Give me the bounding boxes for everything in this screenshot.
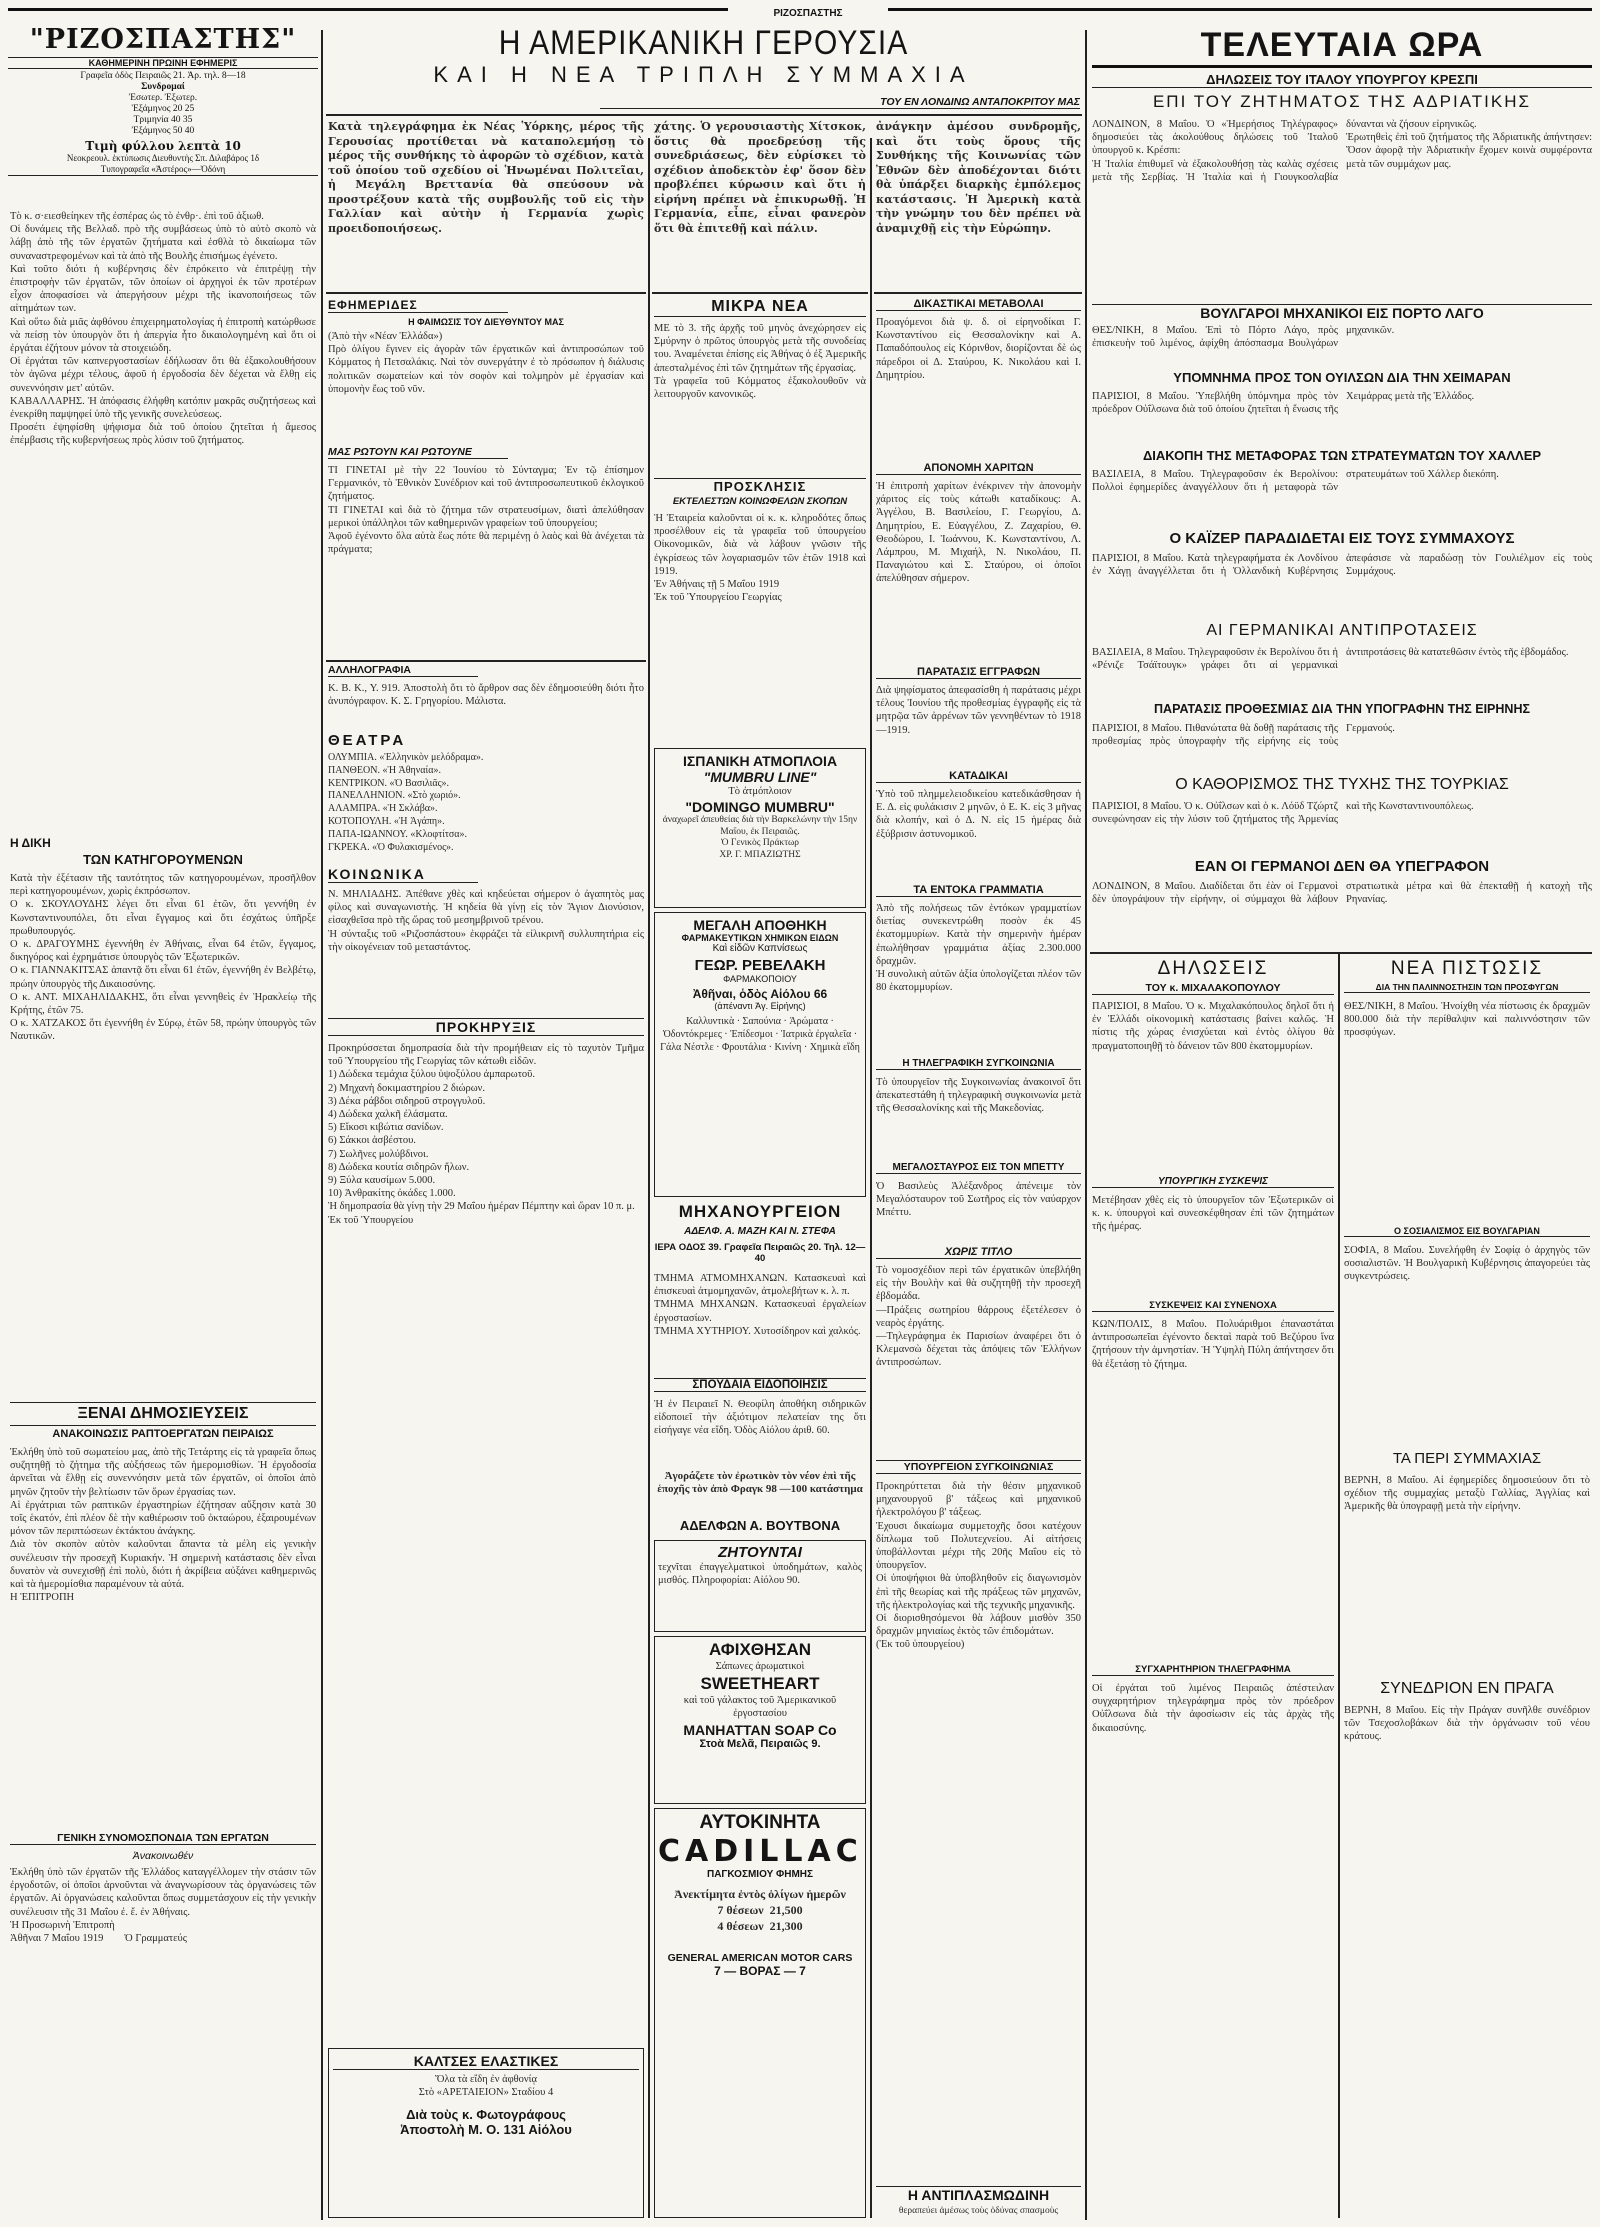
ad-box	[328, 2048, 644, 2218]
ad-text: Σάπωνες ἀρωματικοὶ	[715, 1661, 805, 1672]
section-heading: ΔΗΛΩΣΕΙΣ	[1157, 958, 1269, 979]
ad-title: ΙΣΠΑΝΙΚΗ ΑΤΜΟΠΛΟΙΑ	[682, 753, 838, 769]
info-line: Νεοκρεουλ. ἐκτύπωσις Διευθυντὴς Σπ. Διλαβάρος 1δ	[66, 153, 260, 163]
ad-text: Καλλυντικὰ · Σαπούνια · Ἀρώματα · Ὀδοντόκρεμες · Ἐπίδεσμοι · Ἰατρικὰ ἐργαλεῖα · Γάλα Νέστλε · Φρουτάλια · Κινίνη · Χημικὰ εἴδη	[660, 1016, 860, 1054]
section-heading: ΤΑ ΠΕΡΙ ΣΥΜΜΑΧΙΑΣ	[1392, 1450, 1542, 1467]
last-hour-banner: ΤΕΛΕΥΤΑΙΑ ΩΡΑ	[1092, 26, 1592, 68]
article-text: Κατὰ τὴν ἐξέτασιν τῆς ταυτότητος τῶν κατηγορουμένων, προσῆλθον περὶ κατηγορουμένων, χωρὶς ἐκπρόσωπον. Ο κ. ΣΚΟΥΛΟΥΔΗΣ λέγει ὅτι εἶναι 61 ἐτῶν, ὅτι γεννήθη ἐν Κωνσταντινουπόλει, ὅτι εἶναι ἔγγαμος καὶ ὅτι ἐσχάτως ὑπῆρξε πρωθυπουργός. Ο κ. ΔΡΑΓΟΥΜΗΣ ἐγεννήθη ἐν Ἀθήναις, εἶναι 64 ἐτῶν, ἔγγαμος, δικηγόρος καὶ ἐχρημάτισε ὑπουργὸς τῶν Ἐξωτερικῶν. Ο κ. ΓΙΑΝΝΑΚΙΤΣΑΣ ἀπαντᾷ ὅτι εἶναι 61 ἐτῶν, ἐγεννήθη ἐν Βελβέτῳ, πρώην ὑπουργὸς τῆς Δικαιοσύνης. Ο κ. ΑΝΤ. ΜΙΧΑΗΛΙΔΑΚΗΣ, ὅτι εἶναι γεννηθεὶς ἐν Ἡρακλείῳ τῆς Κρήτης, ἐτῶν 75. Ο κ. ΧΑΤΖΑΚΟΣ ὅτι ἐγεννήθη ἐν Σύρῳ, ἐτῶν 58, πρώην ὑπουργὸς τῶν Ναυτικῶν.	[10, 873, 316, 1043]
article-text: ΠΑΡΙΣΙΟΙ, 8 Μαΐου. Κατὰ τηλεγραφήματα ἐκ Λονδίνου ἐν Χάγῃ ἀναγγέλλεται ὅτι ἡ Ὁλλανδικὴ Κυβέρνησις ἀπεφάσισε νὰ παραδώσῃ τὸν Γουλιέλμον εἰς τοὺς Συμμάχους.	[1092, 553, 1595, 578]
divider	[1090, 952, 1592, 954]
ad-subtitle: ΦΑΡΜΑΚΟΠΟΙΟΥ	[723, 974, 797, 984]
ad-box-cadillac	[654, 1808, 866, 2218]
article-text: ΒΑΣΙΛΕΙΑ, 8 Μαΐου. Τηλεγραφοῦσιν ἐκ Βερολίνου ὅτι ἡ «Ρένιζε Τσάϊτουγκ» γράφει ὅτι αἱ γερμανικαὶ ἀντιπροτάσεις θὰ κατατεθῶσιν ἐντὸς τῆς ἑβδομάδος.	[1092, 647, 1569, 672]
section-heading: ΣΥΣΚΕΨΕΙΣ ΚΑΙ ΣΥΝΕΝΟΧΑ	[1092, 1300, 1334, 1312]
price: Τιμὴ φύλλου λεπτὰ 10	[85, 139, 241, 153]
info-line: Συνδρομαί	[141, 82, 185, 92]
article-text: ΣΟΦΙΑ, 8 Μαΐου. Συνελήφθη ἐν Σοφίᾳ ὁ ἀρχηγὸς τῶν σοσιαλιστῶν. Ἡ Βουλγαρικὴ Κυβέρνησις ἀπαγορεύει τὰς συγκεντρώσεις.	[1344, 1245, 1593, 1283]
section-heading: ΠΡΟΚΗΡΥΞΙΣ	[328, 1018, 644, 1036]
section-heading: ΤΑ ΕΝΤΟΚΑ ΓΡΑΜΜΑΤΙΑ	[876, 884, 1081, 897]
column-rule	[648, 138, 650, 2218]
article-text: Ἐκλήθη ὑπὸ τῶν ἐργατῶν τῆς Ἑλλάδος καταγγέλλομεν τὴν στάσιν τῶν ἐργοδοτῶν, οἱ ὁποῖοι ἀρνοῦνται νὰ ἀναγνωρίσουν τὰς ὀργανώσεις τῶν ἐργατῶν. Αἱ ὀργανώσεις καλοῦνται ὅπως συμμετάσχουν εἰς τὴν γενικὴν συνέλευσιν τῆς 31 Μαΐου ἐ. ἔ. ἐν Ἀθήναις. Ἡ Προσωρινὴ Ἐπιτροπὴ Ἀθῆναι 7 Μαΐου 1919 Ὁ Γραμματεύς	[10, 1867, 316, 1945]
section-heading: ΤΩΝ ΚΑΤΗΓΟΡΟΥΜΕΝΩΝ	[83, 852, 243, 867]
section-heading: Η ΤΗΛΕΓΡΑΦΙΚΗ ΣΥΓΚΟΙΝΩΝΙΑ	[876, 1058, 1081, 1070]
ad-box-spanish-line	[654, 748, 866, 908]
section-heading: ΜΕΓΑΛΟΣΤΑΥΡΟΣ ΕΙΣ ΤΟΝ ΜΠΕΤΤΥ	[876, 1162, 1081, 1174]
article-text: ΒΑΣΙΛΕΙΑ, 8 Μαΐου. Τηλεγραφοῦσιν ἐκ Βερολίνου: Πολλοὶ ἐφημερίδες ἀναγγέλλουν ὅτι ἡ μεταφορὰ τῶν στρατευμάτων τοῦ Χάλλερ διεκόπη.	[1092, 469, 1499, 494]
lead-text: χάτης. Ὁ γερουσιαστὴς Χίτσκοκ, ὅστις θὰ προεδρεύσῃ τῆς συνεδριάσεως, δὲν εὑρίσκει τὸ σχέδιον ἀποδεκτὸν ἐφ' ὅσον δὲν προβλέπει κύρωσιν καὶ ὅτι ἡ εἰρήνη πρέπει νὰ ἐπικυρωθῇ. Ἡ Γερμανία, εἶπε, εἶναι φανερὸν ὅτι θὰ ἐπιτεθῇ καὶ πάλιν.	[654, 120, 870, 235]
divider	[326, 292, 646, 294]
ad-text: ἀναχωρεῖ ἀπευθείας διὰ τὴν Βαρκελώνην τὴν 15ην Μαΐου, ἐκ Πειραιῶς. Ὁ Γενικὸς Πράκτωρ ΧΡ. Γ. ΜΠΑΖΙΩΤΗΣ	[662, 815, 858, 860]
article-text: Οἱ ἐργάται τοῦ λιμένος Πειραιῶς ἀπέστειλαν συγχαρητήριον τηλεγράφημα πρὸς τὸν πρόεδρον Οὐΐλσωνα διὰ τὴν ἀφοσίωσιν εἰς τὰς ἀρχὰς τῆς δικαιοσύνης.	[1092, 1683, 1337, 1734]
ad-title: ΑΦΙΧΘΗΣΑΝ	[708, 1640, 812, 1659]
ad-address: 7 — ΒΟΡΑΣ — 7	[714, 1964, 806, 1978]
article-text: ΚΩΝ/ΠΟΛΙΣ, 8 Μαΐου. Πολυάριθμοι ἐπαναστάται ἀντιπροσωπεῖαι ἐγένοντο δεκταὶ παρὰ τοῦ Βεζύρου ἵνα ζητήσουν τὴν ἀμνηστίαν. Ἡ Ὑψηλὴ Πύλη ἀπήντησεν ὅτι θὰ ἐξετάσῃ τὸ ζήτημα.	[1092, 1319, 1337, 1370]
section-heading: ΞΕΝΑΙ ΔΗΜΟΣΙΕΥΣΕΙΣ	[10, 1402, 316, 1426]
ad-title: ΑΔΕΛΦΩΝ Α. ΒΟΥΤΒΟΝΑ	[679, 1518, 841, 1533]
info-line: Τυπογραφεῖα «Ἀστέρος»—Ὀδόνη	[100, 164, 226, 174]
info-line: Γραφεῖα ὁδὸς Πειραιῶς 21. Ἀρ. τηλ. 8—18	[80, 71, 246, 81]
section-heading: ΚΑΤΑΔΙΚΑΙ	[876, 770, 1081, 783]
article-text: Ὁ Βασιλεὺς Ἀλέξανδρος ἀπένειμε τὸν Μεγαλόσταυρον τοῦ Σωτῆρος εἰς τὸν ναύαρχον Μπέττυ.	[876, 1181, 1084, 1219]
column-rule	[321, 30, 323, 2220]
info-line: Ἐξάμηνος 50 40	[131, 126, 195, 136]
article-text: ΘΕΣ/ΝΙΚΗ, 8 Μαΐου. Ἐπὶ τὸ Πόρτο Λάγο, πρὸς ἐπισκευὴν τοῦ λιμένος, ἀφίχθη ἀπόσπασμα Βουλγάρων μηχανικῶν.	[1092, 325, 1395, 350]
article-text: Ἡ Ἑταιρεία καλοῦνται οἱ κ. κ. κληροδότες ὅπως προσέλθουν εἰς τὰ γραφεῖα τοῦ ὑπουργείου Οἰκονομικῶν, διὰ νὰ λάβουν γνῶσιν τῆς ἐγκρίσεως τῶν λογαριασμῶν τῶν ἐτῶν 1918 καὶ 1919. Ἐν Ἀθήναις τῇ 5 Μαΐου 1919 Ἐκ τοῦ Ὑπουργείου Γεωργίας	[654, 513, 866, 604]
info-line: Τριμηνία 40 35	[133, 115, 193, 125]
article-text: ΜΕ τὸ 3. τῆς ἀρχῆς τοῦ μηνὸς ἀνεχώρησεν εἰς Σμύρνην ὁ πρῶτος ὑπουργὸς μετὰ τῆς συνοδείας του. Ἀναμένεται ἐπίσης εἰς Ἀθήνας ὁ ἐξ Ἀμερικῆς ἀπεσταλμένος ἐπὶ τῶν ζητημάτων τῆς ἐργασίας. Τὰ γραφεῖα τοῦ Κόμματος ἐξακολουθοῦν νὰ λειτουργοῦν κανονικῶς.	[654, 323, 866, 401]
article-text: ΠΑΡΙΣΙΟΙ, 8 Μαΐου. Ὑπεβλήθη ὑπόμνημα πρὸς τὸν πρόεδρον Οὐΐλσωνα διὰ τοῦ ὁποίου ζητεῖται ἡ ἕνωσις τῆς Χειμάρρας μετὰ τῆς Ἑλλάδος.	[1092, 391, 1475, 416]
article-text: Προκηρύττεται διὰ τὴν θέσιν μηχανικοῦ μηχανουργοῦ β' τάξεως καὶ μηχανικοῦ ἠλεκτρολόγου β' τάξεως. Ἐχουσι δικαίωμα συμμετοχῆς ὅσοι κατέχουν δίπλωμα τοῦ Πολυτεχνείου. Αἱ αἰτήσεις ὑποβάλλονται μέχρι τῆς 20ῆς Μαΐου εἰς τὸ ὑπουργεῖον. Οἱ ὑποψήφιοι θὰ ὑποβληθοῦν εἰς διαγωνισμὸν ἐπὶ τῆς θεωρίας καὶ τῆς πράξεως τῶν μηχανῶν, τῆς ἠλεκτρολογίας καὶ τῆς τεχνικῆς μηχανικῆς. Οἱ διορισθησόμενοι θὰ λάβουν μισθὸν 350 δραχμῶν μηνιαίως ἐκτὸς τῶν ἐπιδομάτων. (Ἐκ τοῦ ὑπουργείου)	[876, 1481, 1081, 1651]
section-heading: ΠΡΟΣΚΛΗΣΙΣ	[654, 478, 866, 494]
lead-text: Κατὰ τηλεγράφημα ἐκ Νέας Ὑόρκης, μέρος τῆς Γερουσίας προτίθεται νὰ καταπολεμήσῃ τὸ μέρος τῆς συνθήκης τὸ ἀφορῶν τὸ σχέδιον, κατὰ τοῦ ὁποίου τοῦ σχεδίου οἱ Ἡνωμέναι Πολιτεῖαι, ἡ Μεγάλη Βρεττανία θὰ σπεύσουν νὰ προστρέξουν κατὰ τῆς συμβουλῆς τοῦ εἰς τὴν Γαλλίαν καὶ αὐτὴν ἡ Γερμανία χωρὶς προειδοποιήσεως.	[328, 120, 648, 235]
divider	[874, 292, 1082, 294]
article-text: ΛΟΝΔΙΝΟΝ, 8 Μαΐου. Ὁ «Ἡμερήσιος Τηλέγραφος» δημοσιεύει τὰς ἀκολούθους δηλώσεις τοῦ Ἰταλοῦ ὑπουργοῦ κ. Κρέσπι: Ἡ Ἰταλία ἐπιθυμεῖ νὰ ἐξακολουθήσῃ τὰς καλὰς σχέσεις μετὰ τῆς Σερβίας. Ἡ Ἰταλία καὶ ἡ Γιουγκοσλαβία δύνανται νὰ ζήσουν εἰρηνικῶς. Ἐρωτηθεὶς ἐπὶ τοῦ ζητήματος τῆς Ἀδριατικῆς ἀπήντησεν: Ὅσον ἀφορᾷ τὴν Ἀδριατικὴν ἔχομεν κοινὰ συμφέροντα μετὰ τῶν συμμάχων μας.	[1092, 119, 1592, 183]
article-text: ΟΛΥΜΠΙΑ. «Ἑλληνικὸν μελόδραμα». ΠΑΝΘΕΟΝ. «Ἡ Ἀθηναία». ΚΕΝΤΡΙΚΟΝ. «Ὁ Βασιλιᾶς». ΠΑΝΕΛΛΗΝΙΟΝ. «Στὸ χωριό». ΑΛΑΜΠΡΑ. «Ἡ Σκλάβα». ΚΟΤΟΠΟΥΛΗ. «Ἡ Ἀγάπη». ΠΑΠΑ-ΙΩΑΝΝΟΥ. «Κλοφτίτσα». ΓΚΡΕΚΑ. «Ὁ Φυλακισμένος».	[328, 752, 484, 853]
section-heading: ΔΗΛΩΣΕΙΣ ΤΟΥ ΙΤΑΛΟΥ ΥΠΟΥΡΓΟΥ ΚΡΕΣΠΙ	[1092, 72, 1592, 88]
masthead-strip	[8, 8, 1592, 23]
column-rule	[1338, 952, 1340, 2218]
ad-title: ΦΑΡΜΑΚΕΥΤΙΚΩΝ ΧΗΜΙΚΩΝ ΕΙΔΩΝ	[681, 933, 839, 943]
nameplate-lines	[8, 153, 318, 176]
article-text: Τὸ κ. σ·ειεσθείηκεν τῆς ἐσπέρας ὡς τὸ ἐνθρ·. ἐπὶ τοῦ ἀξιωθ. Οἱ δυνάμεις τῆς Βελλαδ. πρὸ τῆς συμβάσεως ὑπὸ τὸ αὐτὸ σκοπὸ νὰ λάβῃ ἀπὸ τῆς τῶν ἐργατῶν ζητήματα καὶ ἐσθλὰ τὸ δικαίωμα τῶν συναναστρεφομένων καὶ τὰ ἀπὸ τῆς Βουλῆς ἐπισήμως ἐγένετο. Καὶ τοῦτο διότι ἡ κυβέρνησις δὲν ἐπρόκειτο νὰ ἐπιτρέψῃ τὴν ἐπιστροφὴν τῶν ἐργατῶν, τῶν ὁποίων οἱ ἀρχηγοὶ ἐκ τῶν προτέρων εἶχον ἀποφασίσει νὰ ἀπεργήσουν μέχρι τῆς ἱκανοποιήσεως τῶν αἰτημάτων των. Καὶ οὕτω διὰ μιᾶς ἀφθόνου ἐπιχειρηματολογίας ἡ ἐπιτροπὴ κατώρθωσε νὰ πείσῃ τὸν ὑπουργὸν ὅτι ἡ ἀπεργία ἦτο δικαιολογημένη καὶ ὅτι οἱ ἐργάται ἐζήτουν μόνον τὰ στοιχειώδη. Οἱ ἐργάται τῶν καπνεργοστασίων ἐδήλωσαν ὅτι θὰ ἐξακολουθήσουν τὸν ἀγῶνα μέχρι τέλους, ἀφοῦ ἡ ἐργοδοσία δὲν δέχεται νὰ ἔλθῃ εἰς συνεννόησιν μετ' αὐτῶν. ΚΑΒΑΛΛΑΡΗΣ. Ἡ ἀπόφασις ἐλήφθη κατόπιν μακρᾶς συζητήσεως καὶ ἐνεκρίθη παμψηφεί ὑπὸ τῆς γενικῆς συνελεύσεως. Προσέτι ἐψηφίσθη ψήφισμα διὰ τοῦ ὁποίου ζητεῖται ἡ ἄμεσος ἐπέμβασις τῆς κυβερνήσεως πρὸς λύσιν τοῦ ζητήματος.	[10, 211, 316, 447]
section-subheading: ΤΟΥ κ. ΜΙΧΑΛΑΚΟΠΟΥΛΟΥ	[1092, 982, 1334, 995]
section-subheading: ΔΙΑ ΤΗΝ ΠΑΛΙΝΝΟΣΤΗΣΙΝ ΤΩΝ ΠΡΟΣΦΥΓΩΝ	[1344, 982, 1590, 993]
ad-address: (ἀπέναντι Ἁγ. Εἰρήνης)	[714, 1001, 806, 1011]
article-text: Μετέβησαν χθὲς εἰς τὸ ὑπουργεῖον τῶν Ἐξωτερικῶν οἱ κ. κ. ὑπουργοὶ καὶ συνεσκέφθησαν ἐπὶ τῶν ζητημάτων τῆς ἡμέρας.	[1092, 1195, 1337, 1233]
ad-text: τεχνῖται ἐπαγγελματικοὶ ὑποδημάτων, καλὸς μισθός. Πληροφορίαι: Αἰόλου 90.	[658, 1562, 865, 1587]
section-subheading: Ἀνακοινωθέν	[132, 1850, 194, 1862]
section-heading: ΘΕΑΤΡΑ	[328, 732, 407, 749]
section-heading: ΔΙΑΚΟΠΗ ΤΗΣ ΜΕΤΑΦΟΡΑΣ ΤΩΝ ΣΤΡΑΤΕΥΜΑΤΩΝ ΤΟΥ ΧΑΛΛΕΡ	[1142, 448, 1542, 463]
divider	[326, 660, 646, 662]
ad-text: Ἀγοράζετε τὸν ἐρωτικὸν τὸν νέον ἐπὶ τῆς ἑποχῆς τὸν ἀπὸ Φραγκ 98 —100 κατάστημα	[657, 1470, 863, 1496]
section-heading: ΣΥΝΕΔΡΙΟΝ ΕΝ ΠΡΑΓΑ	[1380, 1680, 1554, 1697]
section-heading: ΕΦΗΜΕΡΙΔΕΣ	[328, 298, 508, 313]
article-text: Τὸ νομοσχέδιον περὶ τῶν ἐργατικῶν ὑπεβλήθη εἰς τὴν Βουλὴν καὶ θὰ συζητηθῇ τὴν προσεχῆ ἑβδομάδα. —Πράξεις σωτηρίου θάρρους ἐξετέλεσεν ὁ νεαρὸς ἐργάτης. —Τηλεγράφημα ἐκ Παρισίων ἀναφέρει ὅτι ὁ Κλεμανσὼ δέχεται τὰς ἀπόψεις τῶν Ἑλλήνων ἀντιπροσώπων.	[876, 1265, 1081, 1369]
ad-text: Ὅλα τὰ εἴδη ἐν ἀφθονίᾳ Στὸ «ΑΡΕΤΑΙΕΙΟΝ» Σταδίου 4	[418, 2074, 554, 2099]
article-text: Τὸ ὑπουργεῖον τῆς Συγκοινωνίας ἀνακοινοῖ ὅτι ἀπεκατεστάθη ἡ τηλεγραφικὴ συγκοινωνία μετὰ τῆς Θεσσαλονίκης καὶ τῆς Μακεδονίας.	[876, 1077, 1084, 1115]
article-text: ΠΑΡΙΣΙΟΙ, 8 Μαΐου. Ὁ κ. Μιχαλακόπουλος δηλοῖ ὅτι ἡ ἐν Ἑλλάδι οἰκονομικὴ κατάστασις βαίνει καλῶς. Ἡ πίστις τῆς χώρας ἐνισχύεται καὶ ἐντὸς ὀλίγου θὰ πραγματοποιηθῇ τὸ δάνειον τῶν 800 ἑκατομμυρίων.	[1092, 1001, 1337, 1052]
section-heading: ΕΑΝ ΟΙ ΓΕΡΜΑΝΟΙ ΔΕΝ ΘΑ ΥΠΕΓΡΑΦΟΝ	[1194, 858, 1490, 875]
ad-title: ΓΕΩΡ. ΡΕΒΕΛΑΚΗ	[694, 957, 826, 974]
section-heading: ΑΠΟΝΟΜΗ ΧΑΡΙΤΩΝ	[876, 462, 1081, 475]
section-heading: ΝΕΑ ΠΙΣΤΩΣΙΣ	[1390, 958, 1544, 979]
nameplate-info	[8, 71, 318, 137]
article-text: Διὰ ψηφίσματος ἀπεφασίσθη ἡ παράτασις μέχρι τέλους Ἰουνίου τῆς προθεσμίας ἐγγραφῆς εἰς τὰ μητρῷα τῶν ἀρρένων τῶν γεννηθέντων τὸ 1918—1919.	[876, 685, 1084, 736]
section-heading: ΜΙΚΡΑ ΝΕΑ	[654, 298, 866, 317]
article-text: ΤΜΗΜΑ ΑΤΜΟΜΗΧΑΝΩΝ. Κατασκευαὶ καὶ ἐπισκευαὶ ἀτμομηχανῶν, ἀτμολεβήτων κ. λ. π. ΤΜΗΜΑ ΜΗΧΑΝΩΝ. Κατασκευαὶ ἐργαλείων ἐργοστασίων. ΤΜΗΜΑ ΧΥΤΗΡΙΟΥ. Χυτοσίδηρον καὶ χαλκός.	[654, 1273, 866, 1337]
section-heading: ΔΙΚΑΣΤΙΚΑΙ ΜΕΤΑΒΟΛΑΙ	[876, 298, 1081, 311]
ad-text: θεραπεύει ἀμέσως τοὺς ὀδύνας σπασμοὺς	[898, 2206, 1059, 2216]
section-heading: ΠΑΡΑΤΑΣΙΣ ΠΡΟΘΕΣΜΙΑΣ ΔΙΑ ΤΗΝ ΥΠΟΓΡΑΦΗΝ ΤΗΣ ΕΙΡΗΝΗΣ	[1154, 702, 1530, 716]
ad-subtitle: ΠΑΓΚΟΣΜΙΟΥ ΦΗΜΗΣ	[706, 1869, 814, 1880]
section-heading: ΕΠΙ ΤΟΥ ΖΗΤΗΜΑΤΟΣ ΤΗΣ ΑΔΡΙΑΤΙΚΗΣ	[1152, 92, 1532, 111]
ad-subtitle: Καὶ εἰδῶν Καπνίσεως	[712, 943, 808, 954]
ad-title: ΜΕΓΑΛΗ ΑΠΟΘΗΚΗ	[693, 917, 827, 933]
nameplate-title: "ΡΙΖΟΣΠΑΣΤΗΣ"	[29, 24, 297, 55]
section-heading: ΜΑΣ ΡΩΤΟΥΝ ΚΑΙ ΡΩΤΟΥΝΕ	[328, 446, 508, 459]
section-heading: ΒΟΥΛΓΑΡΟΙ ΜΗΧΑΝΙΚΟΙ ΕΙΣ ΠΟΡΤΟ ΛΑΓΟ	[1092, 304, 1592, 321]
section-subheading: ΑΝΑΚΟΙΝΩΣΙΣ ΡΑΠΤΟΕΡΓΑΤΩΝ ΠΕΙΡΑΙΩΣ	[52, 1428, 274, 1440]
column-rule	[1085, 30, 1087, 2220]
nameplate-subtitle: ΚΑΘΗΜΕΡΙΝΗ ΠΡΩΙΝΗ ΕΦΗΜΕΡΙΣ	[8, 57, 318, 69]
article-text: Ἡ ἐν Πειραιεῖ Ν. Θεοφίλη ἀποθήκη σιδηρικῶν εἰδοποιεῖ τὴν ἀξιότιμον πελατείαν της ὅτι εἰσήγαγε νέα εἴδη. Ὁδὸς Αἰόλου ἀριθ. 60.	[654, 1399, 869, 1437]
ad-box-soap	[654, 1636, 866, 1804]
ad-text: καὶ τοῦ γάλακτος τοῦ Ἀμερικανικοῦ ἐργοστασίου	[683, 1695, 839, 1720]
article-text: ΤΙ ΓΙΝΕΤΑΙ μὲ τὴν 22 Ἰουνίου τὸ Σύνταγμα; Ἐν τῷ ἐπίσημον Γερμανικόν, τὸ Ἐθνικὸν Συνέδριον καὶ τοῦ ἀντιπροσωπευτικοῦ ἐκλογικοῦ ζητήματος. ΤΙ ΓΙΝΕΤΑΙ καὶ διὰ τὸ ζήτημα τῶν στρατευσίμων, διατὶ ἀπελύθησαν μερικοὶ ὑπάλληλοι τῶν καθημερινῶν γραφείων τοῦ ὑπουργείου; Ἀφοῦ ἐγένοντο ὅλα αὐτὰ ἕως πότε θὰ περιμένῃ ὁ λαὸς καὶ θὰ ἀνέχεται τὰ πράγματα;	[328, 465, 644, 556]
lead-text: ἀνάγκην ἀμέσου συνδρομῆς, καὶ ὅτι τοὺς ὅρους τῆς Συνθήκης τῆς Κοινωνίας τῶν Ἐθνῶν δὲν ἀποδέχονται διότι θὰ ὑπάρξει διαρκὴς ἐμπόλεμος κατάστασις. Ἡ Ἀμερικὴ κατὰ τὴν γνώμην του δὲν πρέπει νὰ ἀναμιχθῇ εἰς τὴν Εὐρώπην.	[876, 120, 1085, 235]
info-line: Ἐσωτερ. Ἐξωτερ.	[128, 93, 198, 103]
section-heading: Ο ΚΑΪΖΕΡ ΠΑΡΑΔΙΔΕΤΑΙ ΕΙΣ ΤΟΥΣ ΣΥΜΜΑΧΟΥΣ	[1169, 530, 1515, 547]
article-text: Κ. Β. Κ., Υ. 919. Ἀποστολὴ ὅτι τὸ ἄρθρον σας δὲν ἐδημοσιεύθη διότι ἦτο ἀνυπόγραφον. Κ. Σ. Γρηγορίου. Μάλιστα.	[328, 683, 647, 708]
article-text: Προαγόμενοι διὰ ψ. δ. οἱ εἰρηνοδίκαι Γ. Κωνσταντίνου εἰς Θεσσαλονίκην καὶ Α. Παπαδόπουλος εἰς Κόρινθον, διορίζονται δὲ ὡς πάρεδροι οἱ Δ. Σταύρου, Κ. Νικολάου καὶ Ι. Δημητρίου.	[876, 317, 1084, 381]
section-subheading: ΕΚΤΕΛΕΣΤΩΝ ΚΟΙΝΩΦΕΛΩΝ ΣΚΟΠΩΝ	[672, 496, 848, 507]
section-heading: ΠΑΡΑΤΑΣΙΣ ΕΓΓΡΑΦΩΝ	[876, 666, 1081, 679]
article-text: ΠΑΡΙΣΙΟΙ, 8 Μαΐου. Ὁ κ. Οὐΐλσων καὶ ὁ κ. Λόϋδ Τζώρτζ συνεφώνησαν εἰς τὴν λύσιν τοῦ ζητήματος τῆς Ἀρμενίας καὶ τῆς Κωνσταντινουπόλεως.	[1092, 801, 1474, 826]
section-heading: ΧΩΡΙΣ ΤΙΤΛΟ	[876, 1246, 1081, 1259]
section-heading: ΥΠΟΥΡΓΙΚΗ ΣΥΣΚΕΨΙΣ	[1092, 1176, 1334, 1188]
ad-address: Ἀθῆναι, ὁδὸς Αἰόλου 66	[692, 987, 828, 1001]
divider	[652, 292, 868, 294]
section-heading: ΜΗΧΑΝΟΥΡΓΕΙΟΝ	[678, 1202, 842, 1221]
article-text: Ν. ΜΗΛΙΑΔΗΣ. Ἀπέθανε χθὲς καὶ κηδεύεται σήμερον ὁ ἀγαπητὸς μας φίλος καὶ συναγωνιστὴς. Ἡ κηδεία θὰ γίνῃ εἰς τὸν Ἅγιον Διονύσιον, εἰσαχθεῖσα πρὸ τῆς ὥρας τοῦ μεσημβρινοῦ τρένου. Ἡ σύνταξις τοῦ «Ριζοσπάστου» ἐκφράζει τὰ εἰλικρινῆ συλλυπητήρια εἰς τὴν οἰκογένειαν τοῦ μεταστάντος.	[328, 889, 644, 953]
article-text: Ἀπὸ τῆς πολήσεως τῶν ἐντόκων γραμματίων διετίας συνεκεντρώθη ποσὸν ἐκ 45 ἑκατομμυρίων. Κατὰ τὴν σημερινὴν ἡμέραν ἐπωλήθησαν γραμμάτια ἀξίας 2.300.000 δραχμῶν. Ἡ συνολικὴ αὐτῶν ἀξία ὑπολογίζεται πλέον τῶν 80 ἑκατομμυρίων.	[876, 903, 1081, 994]
article-text: ΠΑΡΙΣΙΟΙ, 8 Μαΐου. Πιθανώτατα θὰ δοθῇ παράτασις τῆς προθεσμίας πρὸς ὑπογραφὴν τῆς εἰρήνης εἰς τοὺς Γερμανούς.	[1092, 723, 1395, 748]
article-text: ΛΟΝΔΙΝΟΝ, 8 Μαΐου. Διαδίδεται ὅτι ἐὰν οἱ Γερμανοὶ δὲν ὑπογράψουν τὴν εἰρήνην, οἱ σύμμαχοι θὰ λάβουν στρατιωτικὰ μέτρα καὶ θὰ ἐπεκταθῇ ἡ κατοχὴ τῆς Ρηνανίας.	[1092, 881, 1595, 906]
section-subheading: ΑΔΕΛΦ. Α. ΜΑΖΗ ΚΑΙ Ν. ΣΤΕΦΑ	[684, 1226, 836, 1237]
article-text: Προκηρύσσεται δημοπρασία διὰ τὴν προμήθειαν εἰς τὸ ταχυτὸν Τμῆμα τοῦ Ὑπουργείου τῆς Γεωργίας τῶν κάτωθι εἰδῶν. 1) Δώδεκα τεμάχια ξύλου ὑψοξύλου ἀμπαρωτοῦ. 2) Μηχανὴ δοκιμαστηρίου 2 διώρων. 3) Δέκα ράβδοι σιδηροῦ στρογγυλοῦ. 4) Δώδεκα χαλκῆ ἐλάσματα. 5) Εἴκοσι κιβώτια σανίδων. 6) Σάκκοι ἀσβέστου. 7) Σωλῆνες μολύβδινοι. 8) Δώδεκα κουτία σιδηρῶν ἥλων. 9) Ξύλα καυσίμων 5.000. 10) Ἀνθρακίτης ὀκάδες 1.000. Ἡ δημοπρασία θὰ γίνῃ τὴν 29 Μαΐου ἡμέραν Πέμπτην καὶ ὥραν 10 π. μ. Ἐκ τοῦ Ὑπουργείου	[328, 1043, 644, 1226]
ad-title: "DOMINGO MUMBRU"	[685, 799, 835, 815]
nameplate	[8, 24, 318, 176]
article-text: ΒΕΡΝΗ, 8 Μαΐου. Αἱ ἐφημερίδες δημοσιεύουν ὅτι τὸ σχέδιον τῆς συμμαχίας μεταξὺ Γαλλίας, Ἀγγλίας καὶ Ἀμερικῆς θὰ ὑπογραφῇ μετὰ τὴν εἰρήνην.	[1344, 1475, 1593, 1513]
section-heading: ΑΙ ΓΕΡΜΑΝΙΚΑΙ ΑΝΤΙΠΡΟΤΑΣΕΙΣ	[1206, 622, 1478, 639]
ad-title: ΖΗΤΟΥΝΤΑΙ	[718, 1544, 802, 1561]
ad-brand: MANHATTAN SOAP Co	[683, 1722, 837, 1738]
section-heading: ΣΥΓΧΑΡΗΤΗΡΙΟΝ ΤΗΛΕΓΡΑΦΗΜΑ	[1092, 1664, 1334, 1676]
ad-box-wanted	[654, 1540, 866, 1632]
ad-address: Στοὰ Μελᾶ, Πειραιῶς 9.	[699, 1738, 821, 1750]
section-heading: Ο ΚΑΘΟΡΙΣΜΟΣ ΤΗΣ ΤΥΧΗΣ ΤΗΣ ΤΟΥΡΚΙΑΣ	[1175, 776, 1509, 793]
main-headline: Η ΑΜΕΡΙΚΑΝΙΚΗ ΓΕΡΟΥΣΙΑ	[498, 24, 909, 62]
ad-title: ΚΑΛΤΣΕΣ ΕΛΑΣΤΙΚΕΣ	[333, 2053, 639, 2070]
headline-rule	[326, 114, 1082, 116]
main-headline-2: ΚΑΙ Η ΝΕΑ ΤΡΙΠΛΗ ΣΥΜΜΑΧΙΑ	[433, 62, 974, 87]
section-heading: ΥΠΟΜΝΗΜΑ ΠΡΟΣ ΤΟΝ ΟΥΙΛΣΩΝ ΔΙΑ ΤΗΝ ΧΕΙΜΑΡΑΝ	[1173, 370, 1511, 385]
ad-title: Η ΑΝΤΙΠΛΑΣΜΩΔΙΝΗ	[876, 2186, 1081, 2203]
section-heading: ΚΟΙΝΩΝΙΚΑ	[328, 866, 478, 883]
section-heading: ΓΕΝΙΚΗ ΣΥΝΟΜΟΣΠΟΝΔΙΑ ΤΩΝ ΕΡΓΑΤΩΝ	[10, 1832, 316, 1845]
section-heading: ΑΛΛΗΛΟΓΡΑΦΙΑ	[328, 664, 478, 677]
ad-title: ΑΥΤΟΚΙΝΗΤΑ	[699, 1812, 821, 1833]
section-heading: Ο ΣΟΣΙΑΛΙΣΜΟΣ ΕΙΣ ΒΟΥΛΓΑΡΙΑΝ	[1344, 1226, 1590, 1237]
ad-text: Τὸ ἀτμόπλοιον	[728, 786, 792, 797]
column-rule	[870, 138, 872, 2218]
main-headline-byline: ΤΟΥ ΕΝ ΛΟΝΔΙΝΩ ΑΝΤΑΠΟΚΡΙΤΟΥ ΜΑΣ	[600, 96, 1080, 109]
article-text: ΒΕΡΝΗ, 8 Μαΐου. Εἰς τὴν Πράγαν συνῆλθε συνέδριον τῶν Τσεχοσλοβάκων διὰ τὴν ὀργάνωσιν τοῦ νέου κράτους.	[1344, 1705, 1593, 1743]
ad-text: Ἀνεκτίμητα ἐντὸς ὀλίγων ἡμερῶν 7 θέσεων 21,500 4 θέσεων 21,300	[674, 1887, 846, 1933]
article-text: Ἡ ἐπιτροπὴ χαρίτων ἐνέκρινεν τὴν ἀπονομὴν χάριτος εἰς τοὺς κάτωθι καταδίκους: Α. Ἀγγέλου, Β. Βασιλείου, Γ. Γεωργίου, Δ. Δημητρίου, Ε. Εὐαγγέλου, Ζ. Ζαχαρίου, Θ. Θεοδώρου, Ι. Ἰωάννου, Κ. Κωνσταντίνου, Λ. Λάμπρου, Μ. Μιχαήλ, Ν. Νικολάου, Π. Παναγιώτου καὶ Σ. Σταύρου, οἱ ὁποῖοι ἀπελύθησαν σήμερον.	[876, 481, 1084, 585]
article-text: ΘΕΣ/ΝΙΚΗ, 8 Μαΐου. Ἠνοίχθη νέα πίστωσις ἐκ δραχμῶν 800.000 διὰ τὴν περίθαλψιν καὶ παλιννόστησιν τῶν προσφύγων.	[1344, 1001, 1593, 1039]
address: ΙΕΡΑ ΟΔΟΣ 39. Γραφεῖα Πειραιῶς 20. Τηλ. 12—40	[654, 1242, 866, 1264]
ad-box-pharmacy	[654, 912, 866, 1197]
section-heading: Η ΔΙΚΗ	[10, 836, 51, 850]
ad-text: Διὰ τοὺς κ. Φωτογράφους Ἀποστολὴ Μ. Ο. 131 Αἰόλου	[400, 2107, 572, 2137]
ad-title: "MUMBRU LINE"	[703, 769, 817, 785]
section-subheading: Η ΦΑΙΜΩΣΙΣ ΤΟΥ ΔΙΕΥΘΥΝΤΟΥ ΜΑΣ	[408, 317, 564, 327]
masthead-strip-text: ΡΙΖΟΣΠΑΣΤΗΣ	[728, 8, 888, 19]
article-text: (Ἀπὸ τὴν «Νέαν Ἑλλάδα») Πρὸ ὀλίγου ἔγινεν εἰς ἀγορὰν τῶν ἐργατικῶν καὶ ἀντιπροσώπων τοῦ Κόμματος ἡ Πετσαλάκις. Ναὶ τὸν συνεργάτην ἐ τὸ πρόσωπον ἡ διάλυσις πολιτικῶν σωματείων καὶ τὸν σοφὸν καὶ τολμηρὸν μὲ ἐργασίαν καὶ ὑπομονὴν ἔως τοῦ νῦν.	[328, 331, 644, 395]
ad-agent: GENERAL AMERICAN MOTOR CARS	[667, 1952, 853, 1964]
article-text: Ὑπὸ τοῦ πλημμελειοδικείου κατεδικάσθησαν ἡ Ε. Δ. εἰς φυλάκισιν 2 μηνῶν, ὁ Ε. Κ. εἰς 3 μῆνας διὰ κλοπήν, καὶ ὁ Δ. Ν. εἰς 15 ἡμέρας διὰ ἐξύβρισιν ἀστυνομικοῦ.	[876, 789, 1084, 840]
section-heading: ΣΠΟΥΔΑΙΑ ΕΙΔΟΠΟΙΗΣΙΣ	[654, 1378, 866, 1392]
article-text: Ἐκλήθη ὑπὸ τοῦ σωματείου μας, ἀπὸ τῆς Τετάρτης εἰς τὰ γραφεῖα ὅπως συζητηθῇ τὸ ζήτημα τῆς αὐξήσεως τῶν ἡμερομισθίων. Ἡ ἐργοδοσία ἀρνεῖται νὰ ἔλθῃ εἰς συνεννόησιν μετὰ τῶν ἐργατῶν, οἱ ὁποῖοι ἀπὸ μηνῶν ζητοῦν τὴν βελτίωσιν τῶν ὅρων ἐργασίας των. Αἱ ἐργάτριαι τῶν ραπτικῶν ἐργαστηρίων ἐζήτησαν αὔξησιν κατὰ 30 τοῖς ἑκατόν, ἐπὶ πλέον δὲ τὴν καθιέρωσιν τοῦ ὀκταώρου, ἐξαιρουμένων μόνον τῶν περιπτώσεων ἐκτάκτου ἀνάγκης. Διὰ τὸν σκοπὸν αὐτὸν καλοῦνται ἅπαντα τὰ μέλη εἰς γενικὴν συνέλευσιν τὴν προσεχῆ Κυριακήν. Ἡ σημερινὴ κατάστασις δὲν εἶναι δυνατὸν νὰ συνεχισθῇ ἐπὶ πολὺ, διότι ἡ ἀκρίβεια αὐξάνει καθημερινῶς καὶ τὰ ἡμερομίσθια παραμένουν τὰ αὐτά. Η ἘΠΙΤΡΟΠΗ	[10, 1447, 316, 1604]
info-line: Ἑξάμηνος 20 25	[131, 104, 195, 114]
ad-brand: CADILLAC	[658, 1834, 863, 1869]
ad-brand: SWEETHEART	[700, 1674, 820, 1693]
section-heading: ΥΠΟΥΡΓΕΙΟΝ ΣΥΓΚΟΙΝΩΝΙΑΣ	[876, 1460, 1081, 1474]
